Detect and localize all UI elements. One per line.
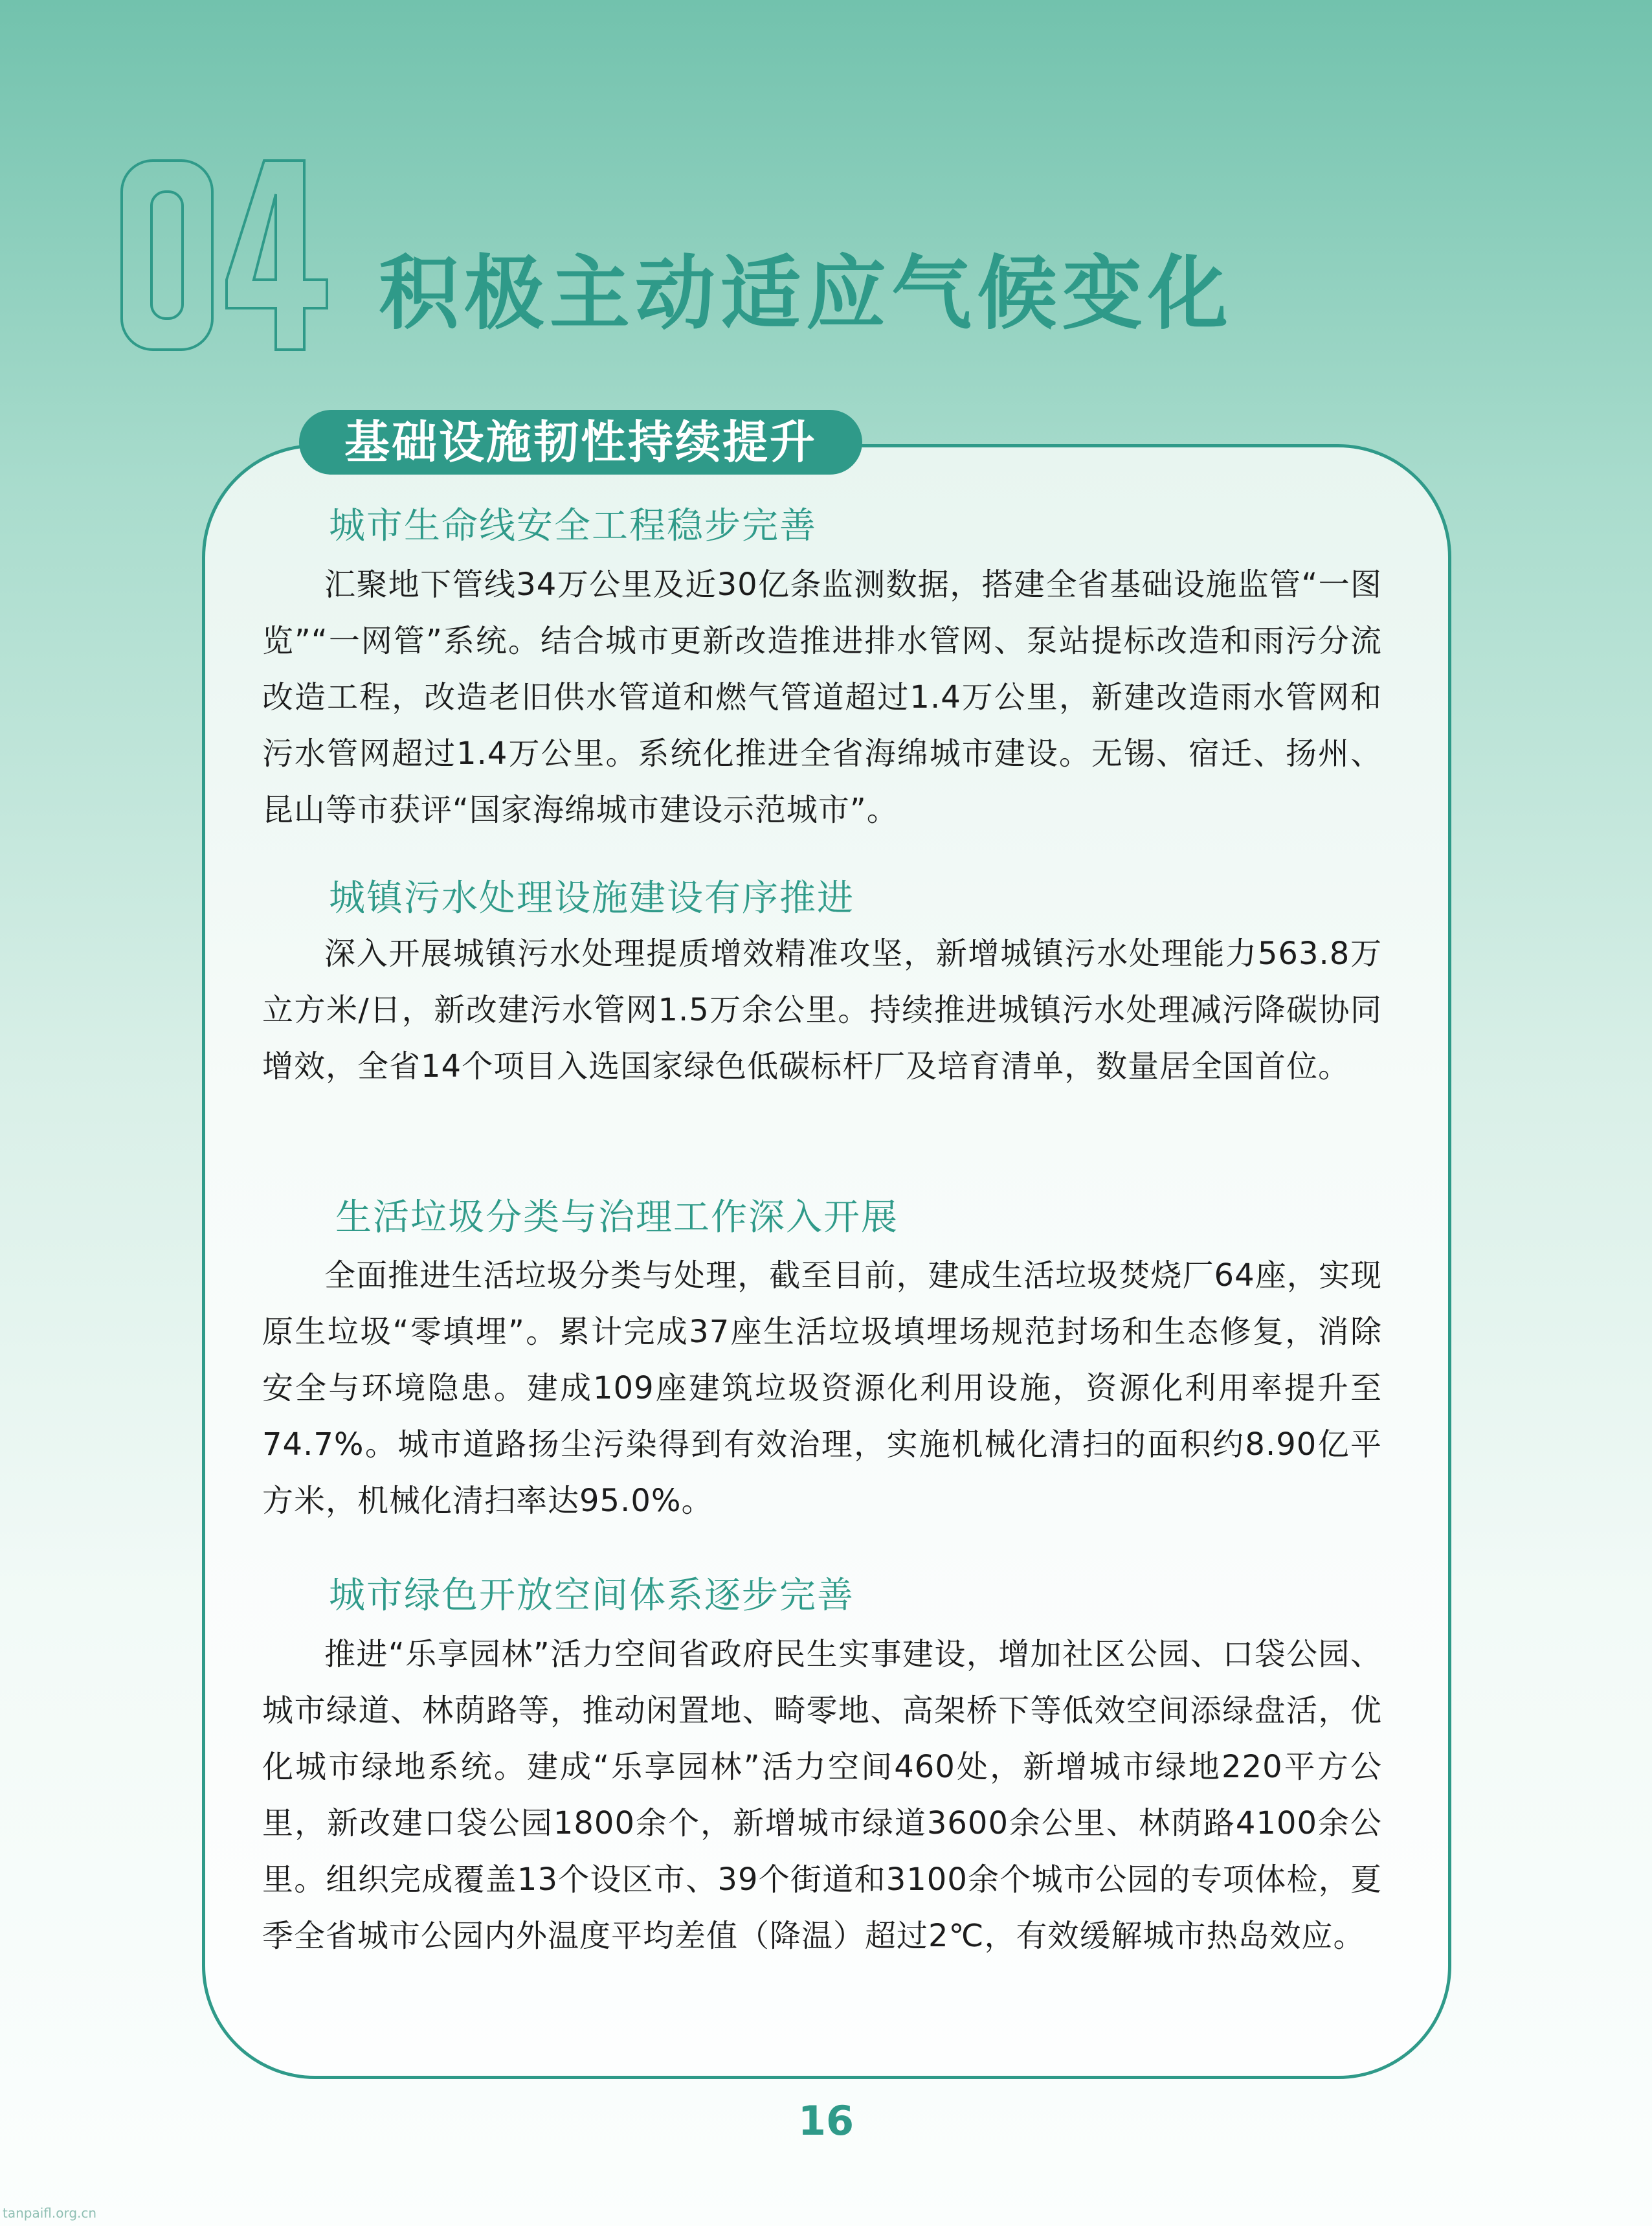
block-body: 汇聚地下管线34万公里及近30亿条监测数据，搭建全省基础设施监管“一图览”“一网管”系统。结合城市更新改造推进排水管网、泵站提标改造和雨污分流改造工程，改造老旧供水管道和燃气管道超过1.4万公里，新建改造雨水管网和污水管网超过1.4万公里。系统化推进全省海绵城市建设。无锡、宿迁、扬州、昆山等市获评“国家海绵城市建设示范城市”。 (262, 567, 1382, 828)
block-body: 深入开展城镇污水处理提质增效精准攻坚，新增城镇污水处理能力563.8万立方米/日，新改建污水管网1.5万余公里。持续推进城镇污水处理减污降碳协同增效，全省14个项目入选国家绿色低碳标杆厂及培育清单，数量居全国首位。 (262, 936, 1382, 1085)
block-heading: 城镇污水处理设施建设有序推进 (329, 877, 854, 919)
block-heading: 城市绿色开放空间体系逐步完善 (329, 1575, 854, 1617)
watermark: tanpaifl.org.cn (3, 2205, 97, 2221)
digit-four (227, 161, 327, 350)
section-title: 基础设施韧性持续提升 (299, 410, 862, 475)
digit-zero (122, 161, 212, 350)
chapter-title: 积极主动适应气候变化 (379, 247, 1234, 341)
digit-zero-counter (151, 192, 183, 319)
block-heading: 城市生命线安全工程稳步完善 (329, 505, 817, 547)
block-body: 推进“乐享园林”活力空间省政府民生实事建设，增加社区公园、口袋公园、城市绿道、林荫路等，推动闲置地、畸零地、高架桥下等低效空间添绿盘活，优化城市绿地系统。建成“乐享园林”活力空间460处，新增城市绿地220平方公里，新改建口袋公园1800余个，新增城市绿道3600余公里、林荫路4100余公里。组织完成覆盖13个设区市、39个街道和3100余个城市公园的专项体检，夏季全省城市公园内外温度平均差值（降温）超过2℃，有效缓解城市热岛效应。 (262, 1636, 1382, 1954)
block-heading: 生活垃圾分类与治理工作深入开展 (335, 1197, 899, 1239)
page-number: 16 (798, 2097, 854, 2144)
chapter-number (117, 155, 337, 356)
block-body: 全面推进生活垃圾分类与处理，截至目前，建成生活垃圾焚烧厂64座，实现原生垃圾“零填埋”。累计完成37座生活垃圾填埋场规范封场和生态修复，消除安全与环境隐患。建成109座建筑垃圾资源化利用设施，资源化利用率提升至74.7%。城市道路扬尘污染得到有效治理，实施机械化清扫的面积约8.90亿平方米，机械化清扫率达95.0%。 (262, 1257, 1382, 1519)
